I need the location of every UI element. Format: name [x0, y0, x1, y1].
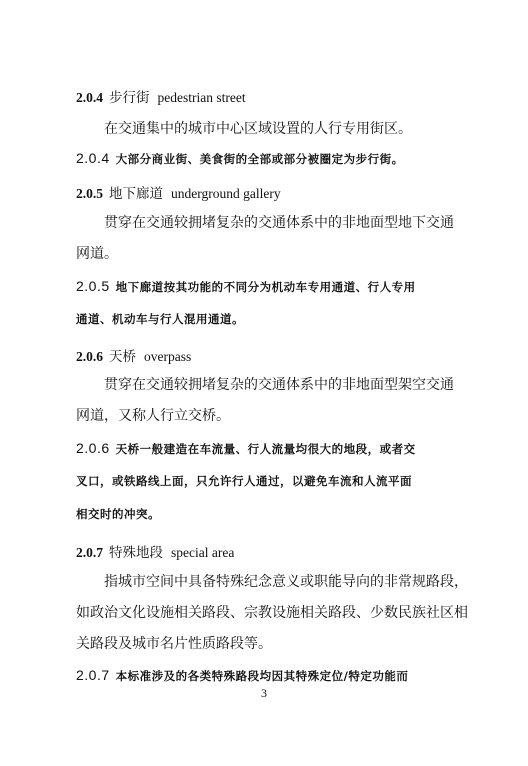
definition-line: 贯穿在交通较拥堵复杂的交通体系中的非地面型地下交通: [104, 215, 454, 231]
term-number: 2.0.4: [76, 90, 103, 105]
explanation-line: [76, 440, 416, 457]
term-heading-2-0-7: [76, 541, 234, 561]
term-en: overpass: [144, 349, 192, 364]
explanation-line: 通道、机动车与行人混用通道。: [76, 312, 244, 326]
explanation-number: 2.0.6: [76, 440, 110, 456]
term-number: 2.0.5: [76, 186, 103, 201]
page-number: 3: [261, 686, 267, 700]
term-heading-2-0-5: [76, 182, 281, 202]
explanation-line: 相交时的冲突。: [76, 507, 160, 521]
term-heading-2-0-6: [76, 345, 191, 365]
term-number: 2.0.6: [76, 349, 103, 364]
term-cn: 天桥: [109, 349, 136, 365]
term-heading-2-0-4: [76, 86, 246, 106]
explanation-number: 2.0.5: [76, 278, 110, 294]
explanation-number: 2.0.4: [76, 150, 110, 166]
term-en: special area: [171, 545, 235, 560]
explanation-number: 2.0.7: [76, 667, 110, 683]
definition-line: 指城市空间中具备特殊纪念意义或职能导向的非常规路段，: [104, 574, 468, 590]
definition-line: 贯穿在交通较拥堵复杂的交通体系中的非地面型架空交通: [104, 377, 454, 393]
explanation-line: [76, 278, 416, 295]
definition-line: 关路段及城市名片性质路段等。: [76, 636, 272, 652]
explanation-text: 天桥一般建造在车流量、行人流量均很大的地段，或者交: [115, 442, 416, 456]
explanation-text: 本标准涉及的各类特殊路段均因其特殊定位/特定功能而: [115, 669, 409, 683]
term-en: underground gallery: [171, 186, 281, 201]
term-cn: 特殊地段: [109, 545, 163, 561]
term-number: 2.0.7: [76, 545, 103, 560]
definition-line: 网道，又称人行立交桥。: [76, 408, 230, 424]
explanation-line: 叉口，或铁路线上面，只允许行人通过，以避免车流和人流平面: [76, 474, 412, 488]
term-cn: 步行街: [109, 90, 150, 106]
definition-line: 在交通集中的城市中心区域设置的人行专用街区。: [104, 121, 412, 137]
definition-line: 网道。: [76, 246, 118, 262]
term-en: pedestrian street: [157, 90, 246, 105]
explanation-text: 大部分商业街、美食街的全部或部分被圈定为步行街。: [115, 152, 404, 166]
definition-line: 如政治文化设施相关路段、宗教设施相关路段、少数民族社区相: [76, 605, 468, 621]
term-cn: 地下廊道: [109, 186, 163, 202]
explanation-line: [76, 150, 404, 167]
explanation-text: 地下廊道按其功能的不同分为机动车专用通道、行人专用: [115, 280, 416, 294]
explanation-line: [76, 667, 408, 684]
